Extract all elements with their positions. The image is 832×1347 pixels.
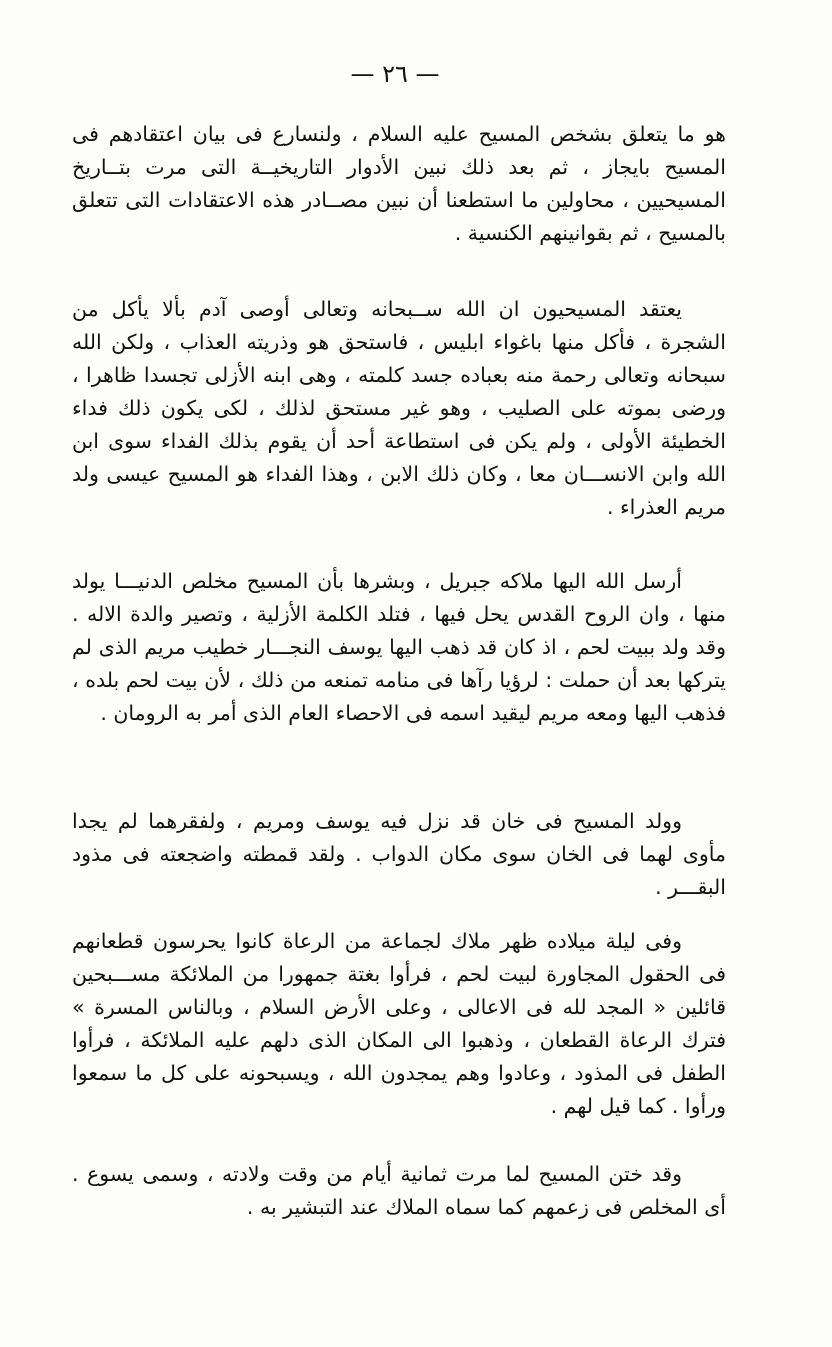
paragraph-4 [72,805,726,904]
paragraph-4-text: وولد المسيح فى خان قد نزل فيه يوسف ومريم ، ولفقرهما لم يجدا مأوى لهما فى الخان سوى مكان الدواب . ولقد قمطته واضجعته فى مذود البقـــر . [72,809,726,899]
paragraph-1-text: هو ما يتعلق بشخص المسيح عليه السلام ، ولنسارع فى بيان اعتقادهم فى المسيح بايجاز ، ثم بعد ذلك نبين الأدوار التاريخيــة التى مرت بتــاريخ المسيحيين ، محاولين ما استطعنا أن نبين مصــادر هذه الاعتقادات التى تتعلق بالمسيح ، ثم بقوانينهم الكنسية . [72,122,726,245]
paragraph-3-text: أرسل الله اليها ملاكه جبريل ، وبشرها بأن المسيح مخلص الدنيـــا يولد منها ، وان الروح القدس يحل فيها ، فتلد الكلمة الأزلية ، وتصير والدة الاله . وقد ولد ببيت لحم ، اذ كان قد ذهب اليها يوسف النجـــار خطيب مريم الذى لم يتركها بعد أن حملت : لرؤيا رآها فى منامه تمنعه من ذلك ، لأن بيت لحم بلده ، فذهب اليها ومعه مريم ليقيد اسمه فى الاحصاء العام الذى أمر به الرومان . [72,569,726,725]
paragraph-2-text: يعتقد المسيحيون ان الله ســبحانه وتعالى أوصى آدم بألا يأكل من الشجرة ، فأكل منها باغواء ابليس ، فاستحق هو وذريته العذاب ، ولكن الله سبحانه وتعالى رحمة منه بعباده جسد كلمته ، وهى ابنه الأزلى تجسدا ظاهرا ، ورضى بموته على الصليب ، وهو غير مستحق لذلك ، لكى يكون ذلك فداء الخطيئة الأولى ، ولم يكن فى استطاعة أحد أن يقوم بذلك الفداء سوى ابن الله وابن الانســـان معا ، وكان ذلك الابن ، وهذا الفداء هو المسيح عيسى ولد مريم العذراء . [72,297,726,519]
paragraph-6-text: وقد ختن المسيح لما مرت ثمانية أيام من وقت ولادته ، وسمى يسوع . أى المخلص فى زعمهم كما سماه الملاك عند التبشير به . [72,1162,726,1219]
paragraph-3 [72,565,726,730]
paragraph-6 [72,1158,726,1224]
paragraph-5 [72,925,726,1123]
paragraph-5-text: وفى ليلة ميلاده ظهر ملاك لجماعة من الرعاة كانوا يحرسون قطعانهم فى الحقول المجاورة لبيت لحم ، فرأوا بغتة جمهورا من الملائكة مســـبحين قائلين « المجد لله فى الاعالى ، وعلى الأرض السلام ، وبالناس المسرة » فترك الرعاة القطعان ، وذهبوا الى المكان الذى دلهم عليه الملائكة ، فرأوا الطفل فى المذود ، وعادوا وهم يمجدون الله ، ويسبحونه على كل ما سمعوا ورأوا . كما قيل لهم . [72,929,726,1118]
paragraph-2 [72,293,726,524]
page-number: — ٢٦ — [350,60,440,88]
paragraph-1 [72,118,726,250]
